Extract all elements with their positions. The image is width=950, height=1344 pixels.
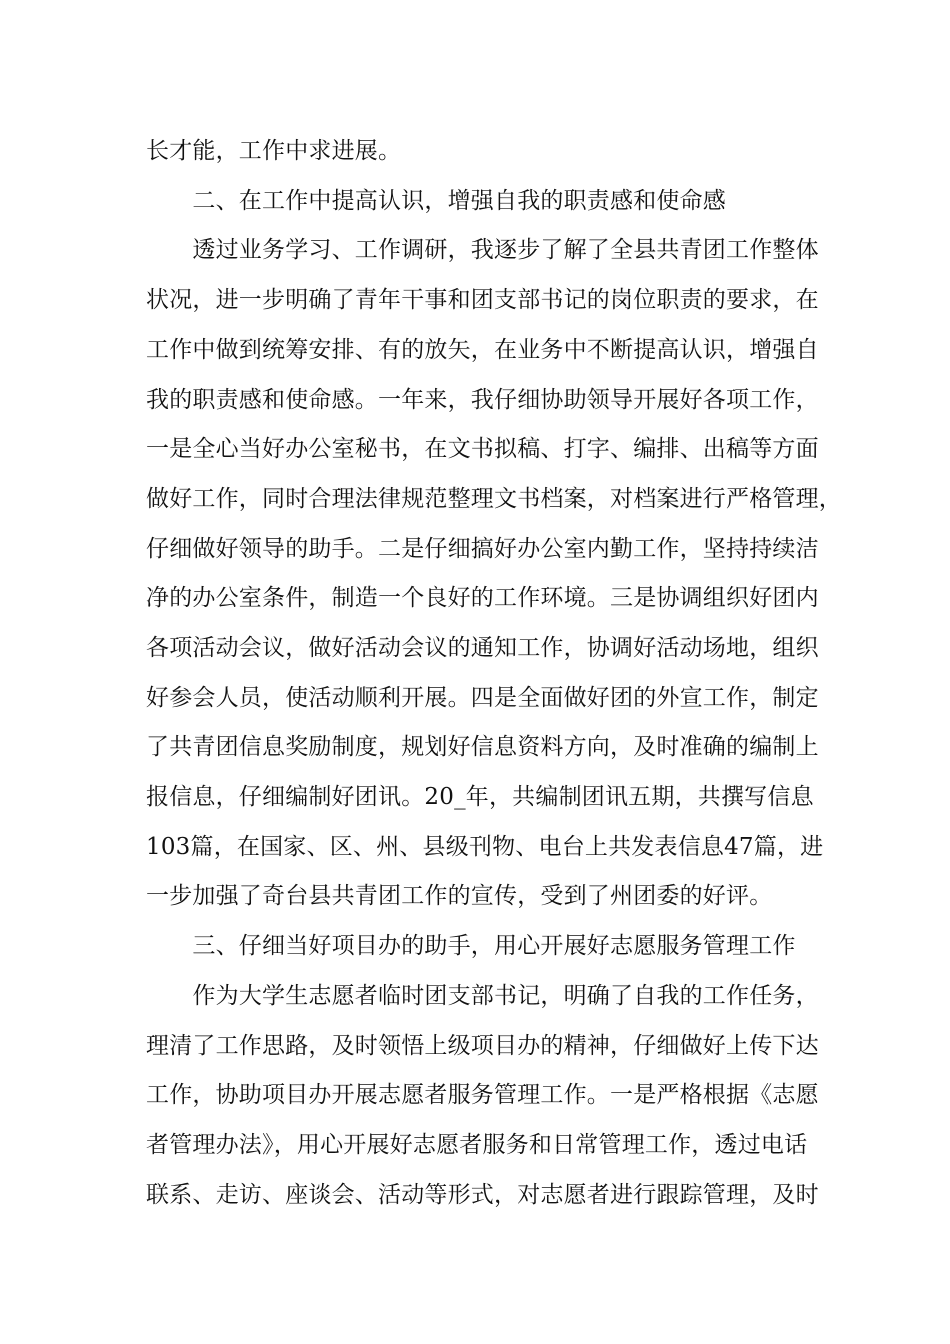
text-line: 做好工作，同时合理法律规范整理文书档案，对档案进行严格管理，: [146, 486, 842, 512]
text-line: 净的办公室条件，制造一个良好的工作环境。三是协调组织好团内: [146, 585, 819, 611]
text-line: 一是全心当好办公室秘书，在文书拟稿、打字、编排、出稿等方面: [146, 436, 819, 462]
text-line: 长才能，工作中求进展。: [146, 138, 402, 164]
text-line: 好参会人员，使活动顺利开展。四是全面做好团的外宣工作，制定: [146, 685, 819, 711]
text-line: 各项活动会议，做好活动会议的通知工作，协调好活动场地，组织: [146, 635, 819, 661]
text-line: 理清了工作思路，及时领悟上级项目办的精神，仔细做好上传下达: [146, 1033, 819, 1059]
section-heading: 三、仔细当好项目办的助手，用心开展好志愿服务管理工作: [146, 933, 796, 959]
text-line: 报信息，仔细编制好团讯。20_年，共编制团讯五期，共撰写信息: [146, 784, 814, 810]
text-line: 透过业务学习、工作调研，我逐步了解了全县共青团工作整体: [146, 237, 819, 263]
text-line: 仔细做好领导的助手。二是仔细搞好办公室内勤工作，坚持持续洁: [146, 536, 819, 562]
text-line: 作为大学生志愿者临时团支部书记，明确了自我的工作任务，: [146, 983, 819, 1009]
text-line: 联系、走访、座谈会、活动等形式，对志愿者进行跟踪管理，及时: [146, 1182, 819, 1208]
text-line: 103篇，在国家、区、州、县级刊物、电台上共发表信息47篇，进: [146, 834, 824, 860]
text-line: 了共青团信息奖励制度，规划好信息资料方向，及时准确的编制上: [146, 734, 819, 760]
text-line: 状况，进一步明确了青年干事和团支部书记的岗位职责的要求，在: [146, 287, 819, 313]
text-line: 者管理办法》，用心开展好志愿者服务和日常管理工作，透过电话: [146, 1132, 808, 1158]
text-line: 我的职责感和使命感。一年来，我仔细协助领导开展好各项工作，: [146, 387, 819, 413]
section-heading: 二、在工作中提高认识，增强自我的职责感和使命感: [146, 188, 726, 214]
text-line: 工作，协助项目办开展志愿者服务管理工作。一是严格根据《志愿: [146, 1082, 819, 1108]
text-line: 工作中做到统筹安排、有的放矢，在业务中不断提高认识，增强自: [146, 337, 819, 363]
text-line: 一步加强了奇台县共青团工作的宣传，受到了州团委的好评。: [146, 883, 773, 909]
